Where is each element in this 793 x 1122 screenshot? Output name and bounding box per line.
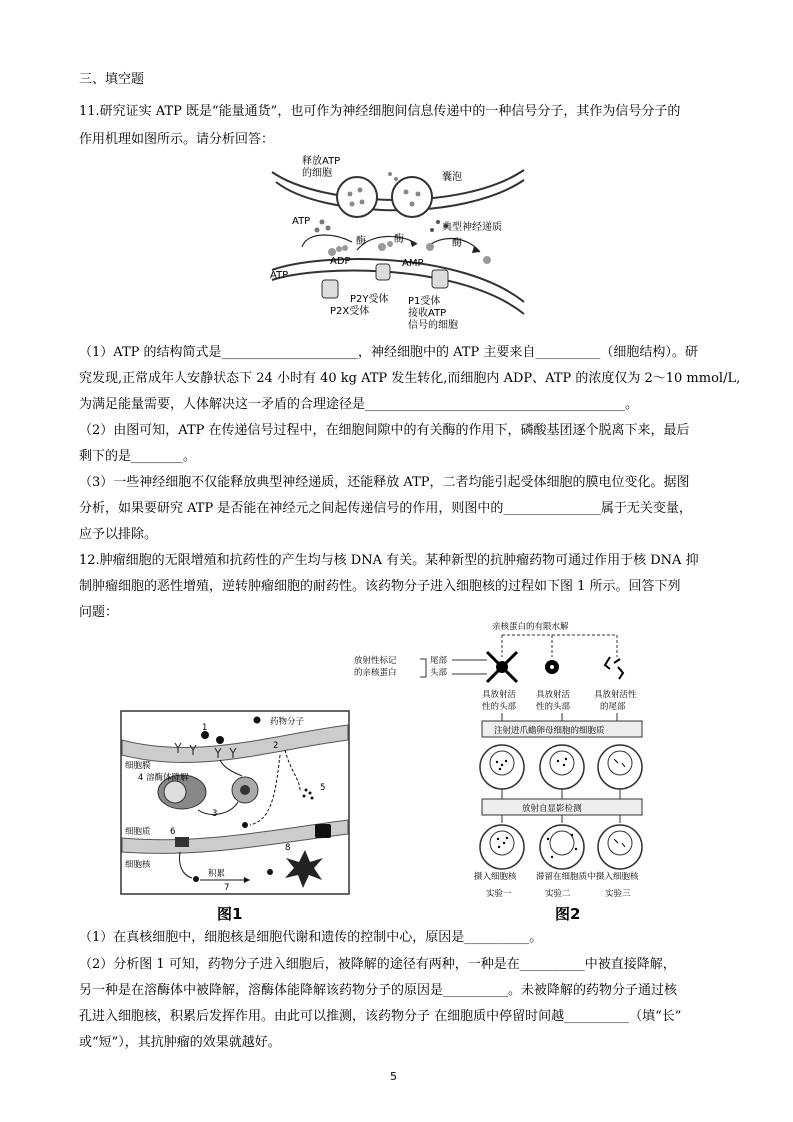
- col3-line2: 的尾部: [600, 702, 626, 712]
- enzyme-label-1: 酶: [356, 236, 366, 247]
- atp-signal-figure: [262, 152, 532, 338]
- p1-label-3: 信号的细胞: [408, 320, 458, 331]
- q11-stem-line-2: 作用机理如图所示。请分析回答：: [79, 132, 275, 147]
- result-2: 滞留在细胞质中: [536, 872, 596, 882]
- atp-label-1: ATP: [292, 216, 311, 227]
- step-8: 8: [285, 843, 291, 853]
- q11-stem-line-1: 11.研究证实 ATP 既是“能量通货”，也可作为神经细胞间信息传递中的一种信号分子，其作为信号分子的: [79, 104, 681, 119]
- cytoplasm-label: 细胞质: [125, 827, 151, 837]
- q12-sub2-line-2: 另一种是在溶酶体中被降解，溶酶体能降解该药物分子的原因是__________。未被降解的药物分子通过核: [79, 983, 678, 998]
- vesicle-label: 囊泡: [442, 172, 462, 183]
- nucleus-label: 细胞核: [125, 860, 151, 870]
- q12-sub2-line-1: （2）分析图 1 可知，药物分子进入细胞后，被降解的途径有两种，一种是在__________中被直接降解，: [79, 957, 676, 972]
- cell-membrane-label: 细胞膜: [125, 761, 151, 771]
- adp-label: ADP: [330, 256, 351, 267]
- q12-stem-line-2: 制肿瘤细胞的恶性增殖，逆转肿瘤细胞的耐药性。该药物分子进入细胞核的过程如下图 1 所示。回答下列: [79, 579, 681, 594]
- q12-stem-line-3: 问题：: [79, 605, 119, 620]
- drug-legend: 药物分子: [270, 717, 305, 727]
- experiment-2: 实验二: [545, 889, 571, 899]
- enzyme-label-2: 酶: [394, 234, 404, 245]
- page-number: 5: [390, 1070, 397, 1083]
- q11-sub2-line-1: （2）由图可知，ATP 在传递信号过程中，在细胞间隙中的有关酶的作用下，磷酸基团逐个脱离下来，最后: [79, 423, 690, 438]
- enzyme-label-3: 酶: [452, 238, 462, 249]
- step-3: 3: [212, 809, 218, 819]
- release-cell-label-2: 的细胞: [302, 168, 332, 179]
- col2-line2: 性的头部: [536, 702, 571, 712]
- figure-2-caption: 图2: [555, 905, 581, 923]
- q12-stem-line-1: 12.肿瘤细胞的无限增殖和抗药性的产生均与核 DNA 有关。某种新型的抗肿瘤药物可通过作用于核 DNA 抑: [79, 553, 699, 568]
- p2x-label: P2X受体: [330, 306, 370, 317]
- section-heading: 三、填空题: [79, 72, 145, 87]
- experiment-1: 实验一: [486, 889, 512, 899]
- hydrolysis-label: 亲核蛋白的有限水解: [492, 622, 569, 632]
- step-2: 2: [273, 741, 279, 751]
- col3-line1: 具放射活性: [594, 690, 637, 700]
- typical-nt-label: 典型神经递质: [442, 222, 502, 233]
- col1-line1: 具放射活: [482, 690, 517, 700]
- q12-sub2-line-4: 或“短”），其抗肿瘤的效果就越好。: [79, 1035, 281, 1050]
- detect-label: 放射自显影检测: [522, 804, 582, 814]
- p1-label-1: P1受体: [408, 296, 441, 307]
- step-7: 7: [224, 883, 230, 893]
- tail-label: 尾部: [430, 656, 448, 666]
- p1-label-2: 接收ATP: [408, 308, 447, 319]
- col1-line2: 性的头部: [482, 702, 517, 712]
- result-3: 摄入细胞核: [596, 872, 639, 882]
- experiment-3: 实验三: [605, 889, 631, 899]
- release-cell-label-1: 释放ATP: [302, 156, 341, 167]
- radio-label-2: 的亲核蛋白: [354, 668, 397, 678]
- step-5: 5: [320, 783, 326, 793]
- amp-label: AMP: [402, 258, 424, 269]
- q11-sub3-line-3: 应予以排除。: [79, 527, 158, 542]
- figure-1-caption: 图1: [217, 905, 243, 923]
- lysosome-label: 4 溶酶体降解: [138, 773, 189, 783]
- q11-sub2-line-2: 剩下的是________。: [79, 449, 197, 464]
- result-1: 摄入细胞核: [474, 872, 517, 882]
- q11-sub1-line-1: （1）ATP 的结构简式是_____________________，神经细胞中的 ATP 主要来自__________（细胞结构）。研: [79, 345, 698, 360]
- atp-label-2: ATP: [270, 270, 289, 281]
- q11-sub1-line-2: 究发现,正常成年人安静状态下 24 小时有 40 kg ATP 发生转化,而细胞内 ADP、ATP 的浓度仅为 2～10 mmol/L,: [79, 371, 741, 386]
- p2y-label: P2Y受体: [350, 294, 389, 305]
- q11-sub3-line-2: 分析，如果要研究 ATP 是否能在神经元之间起传递信号的作用，则图中的_______________属于无关变量，: [79, 501, 692, 516]
- inject-label: 注射进爪蟾卵母细胞的细胞质: [494, 726, 605, 736]
- q11-sub3-line-1: （3）一些神经细胞不仅能释放典型神经递质，还能释放 ATP，二者均能引起受体细胞的膜电位变化。据图: [79, 475, 690, 490]
- q12-sub1: （1）在真核细胞中，细胞核是细胞代谢和遗传的控制中心，原因是__________。: [79, 930, 543, 945]
- q11-sub1-line-3: 为满足能量需要，人体解决这一矛盾的合理途径是________________________________________。: [79, 397, 639, 412]
- drug-entry-figure-1: [120, 710, 350, 895]
- q12-sub2-line-3: 孔进入细胞核，积累后发挥作用。由此可以推测，该药物分子 在细胞质中停留时间越__________（填“长”: [79, 1009, 682, 1024]
- head-label: 头部: [430, 668, 448, 678]
- radio-label-1: 放射性标记: [354, 656, 397, 666]
- col2-line1: 具放射活: [536, 690, 571, 700]
- nuclear-protein-figure-2: [352, 617, 682, 907]
- step-1: 1: [202, 723, 208, 733]
- accumulate-label: 积累: [208, 869, 226, 879]
- step-6: 6: [170, 827, 176, 837]
